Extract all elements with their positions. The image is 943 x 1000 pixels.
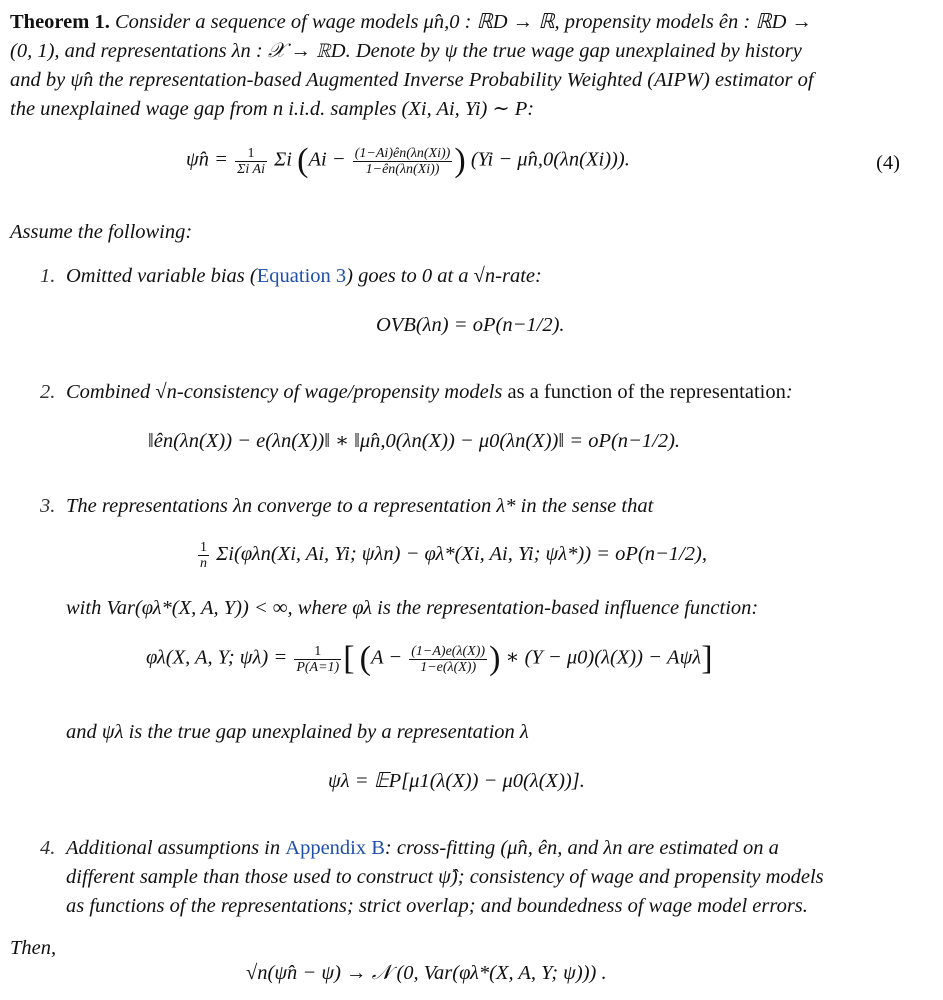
- item4-line-2: different sample than those used to construct ψ̂); consistency of wage and propensity models: [66, 866, 824, 888]
- intro-line-4: the unexplained wage gap from n i.i.d. samples (Xi, Ai, Yi) ∼ P:: [10, 98, 535, 120]
- eq4-frac-den: 1−ên(λn(Xi)): [365, 161, 440, 177]
- if-close-paren: ): [489, 640, 501, 677]
- if-open-paren: (: [359, 640, 371, 677]
- eq4-frac-num: (1−Ai)ên(λn(Xi)): [354, 145, 451, 161]
- item2-text-a: Combined √n-consistency of wage/propensity models: [66, 381, 503, 403]
- item3-fraction: [198, 540, 209, 571]
- eq4-pre-fraction: [235, 146, 267, 177]
- assumption-2: [40, 378, 902, 407]
- assumption-3: [40, 492, 902, 521]
- if-a: A −: [371, 646, 403, 669]
- theorem-label: Theorem 1.: [10, 11, 110, 33]
- item1-text-b: ) goes to 0 at a √n-rate:: [346, 265, 542, 287]
- theorem-intro: [10, 8, 900, 124]
- assumption-4: [40, 834, 902, 921]
- eq4-close-paren: ): [454, 142, 466, 179]
- item1-text-a: Omitted variable bias (: [66, 265, 257, 287]
- if-close-bracket: ]: [701, 640, 713, 677]
- item2-text-b: as a function of the representation: [507, 381, 786, 403]
- item-number-1: 1.: [40, 265, 56, 287]
- item3-frac-num: 1: [200, 540, 207, 555]
- eq4-pre-num: 1: [235, 146, 267, 162]
- item3-with: with Var(φλ*(X, A, Y)) < ∞, where φλ is the representation-based influence function:: [66, 597, 759, 619]
- if-tail: ∗ (Y − μ0)(λ(X)) − Aψλ: [505, 646, 702, 669]
- eq4-lhs: ψ̂n =: [186, 148, 228, 171]
- if-open-bracket: [: [343, 640, 355, 677]
- item3-eq-body: Σi(φλn(Xi, Ai, Yi; ψλn) − φλ*(Xi, Ai, Yi; ψλ*)) = oP(n−1/2),: [216, 543, 707, 566]
- then-label: Then,: [10, 937, 57, 959]
- item3-frac-den: n: [200, 556, 207, 571]
- item-number-3: 3.: [40, 495, 56, 517]
- if-inner-den: 1−e(λ(X)): [420, 659, 477, 675]
- item1-equation: OVB(λn) = oP(n−1/2).: [376, 314, 565, 336]
- conclusion-equation: √n(ψ̂n − ψ) → 𝒩 (0, Var(φλ*(X, A, Y; ψ))) .: [246, 962, 607, 984]
- equation-4: [186, 142, 630, 180]
- item3-text: The representations λn converge to a representation λ* in the sense that: [66, 495, 654, 517]
- intro-line-3: and by ψ̂n the representation-based Augmented Inverse Probability Weighted (AIPW) estimator of: [10, 69, 814, 91]
- eq4-fraction: [353, 146, 453, 177]
- item4-line-1: : cross-fitting (μ̂n, ên, and λn are estimated on a: [384, 837, 779, 859]
- eq4-pre-den: Σi Ai: [237, 161, 265, 177]
- equation-number: (4): [876, 152, 900, 174]
- influence-function-equation: [146, 640, 713, 678]
- if-lhs: φλ(X, A, Y; ψλ) =: [146, 646, 288, 669]
- item-number-2: 2.: [40, 381, 56, 403]
- eq4-sum: Σi: [274, 148, 292, 171]
- assume-heading: Assume the following:: [10, 221, 193, 243]
- intro-line-2: (0, 1), and representations λn : 𝒳 → ℝD. Denote by ψ the true wage gap unexplained by history: [10, 40, 802, 62]
- eq4-ai: Ai −: [308, 148, 346, 171]
- if-outer-fraction: [294, 644, 341, 675]
- if-outer-den: P(A=1): [296, 659, 340, 675]
- item4-text-a: Additional assumptions in: [66, 837, 281, 859]
- assumption-1: [40, 262, 902, 291]
- item4-line-3: as functions of the representations; strict overlap; and boundedness of wage model errors.: [66, 895, 808, 917]
- intro-line-1: Consider a sequence of wage models μ̂n,0 : ℝD → ℝ, propensity models ên : ℝD →: [114, 11, 813, 33]
- psi-lambda-equation: ψλ = 𝔼P[μ1(λ(X)) − μ0(λ(X))].: [328, 770, 585, 792]
- if-outer-num: 1: [294, 644, 341, 660]
- item3-and: and ψλ is the true gap unexplained by a representation λ: [66, 721, 529, 743]
- item2-text-c: :: [785, 381, 793, 403]
- appendix-b-link[interactable]: Appendix B: [285, 837, 385, 859]
- eq4-tail: (Yi − μ̂n,0(λn(Xi))).: [470, 148, 630, 171]
- item-number-4: 4.: [40, 837, 56, 859]
- item2-equation: ‖ên(λn(X)) − e(λn(X))‖ ∗ ‖μ̂n,0(λn(X)) − μ0(λn(X))‖ = oP(n−1/2).: [148, 430, 681, 452]
- item3-equation: [196, 540, 707, 571]
- equation-3-link[interactable]: Equation 3: [256, 265, 347, 287]
- if-inner-fraction: [409, 644, 487, 675]
- eq4-open-paren: (: [297, 142, 309, 179]
- if-inner-num: (1−A)e(λ(X)): [411, 643, 486, 659]
